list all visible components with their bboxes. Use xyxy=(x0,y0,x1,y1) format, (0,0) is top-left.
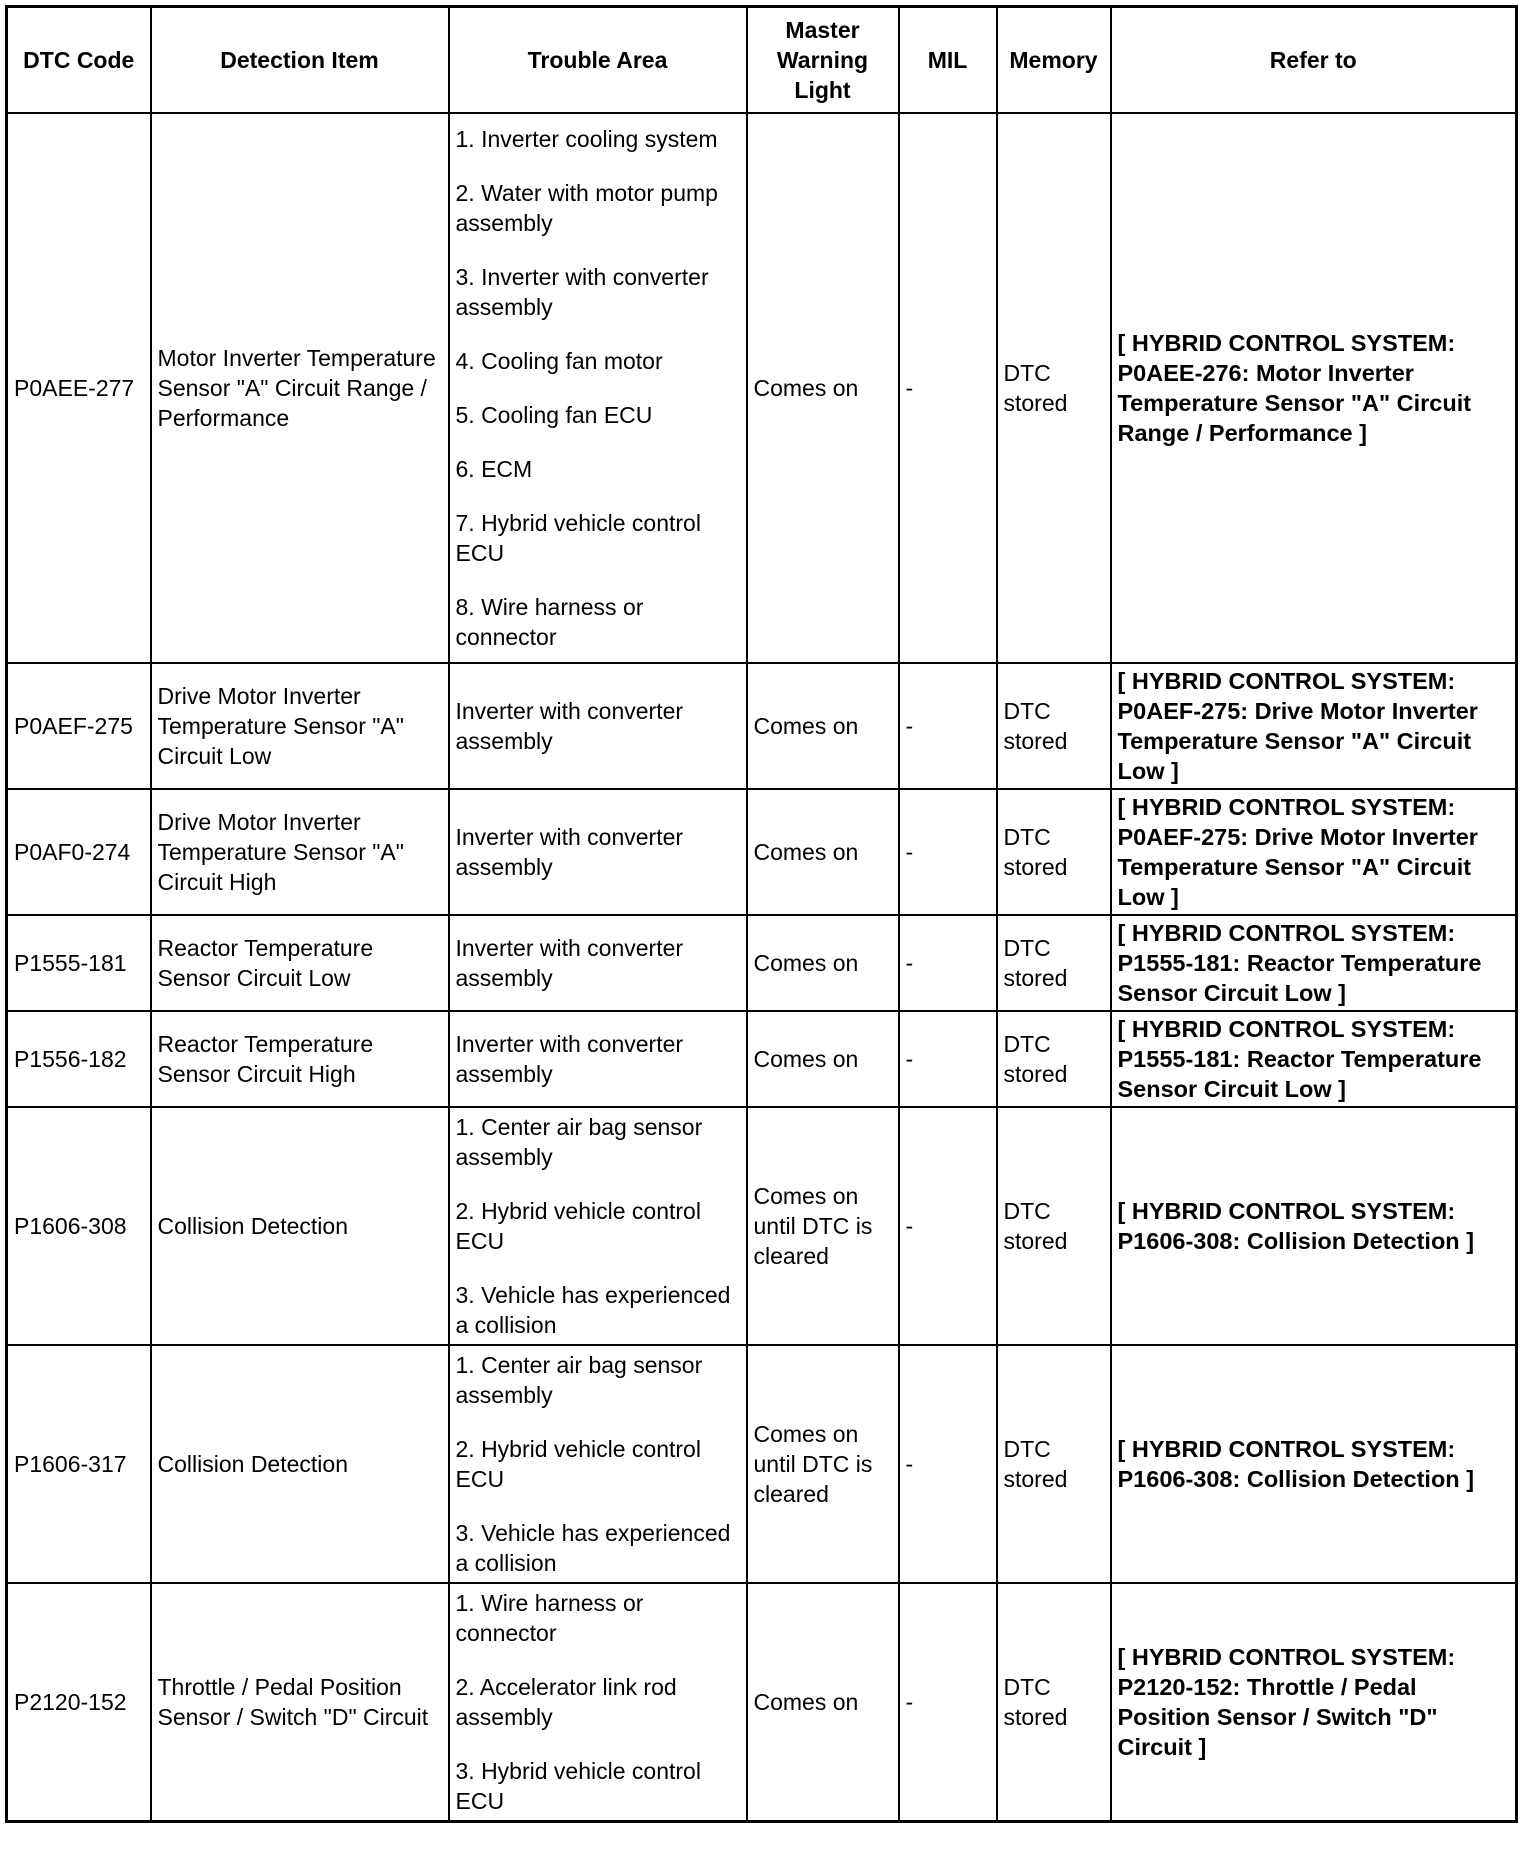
mil-cell: - xyxy=(899,663,997,789)
table-row xyxy=(7,663,1517,789)
detection-item-cell: Collision Detection xyxy=(151,1345,449,1583)
refer-to-cell: [ HYBRID CONTROL SYSTEM: P1555-181: Reactor Temperature Sensor Circuit Low ] xyxy=(1111,1011,1517,1107)
detection-item-cell: Throttle / Pedal Position Sensor / Switch "D" Circuit xyxy=(151,1583,449,1822)
header-master-warning-light: Master Warning Light xyxy=(747,7,899,114)
memory-cell: DTC stored xyxy=(997,663,1111,789)
header-row xyxy=(7,7,1517,114)
mil-cell: - xyxy=(899,789,997,915)
dtc-code-cell: P1606-308 xyxy=(7,1107,151,1345)
dtc-table xyxy=(5,5,1518,1823)
refer-to-cell: [ HYBRID CONTROL SYSTEM: P1606-308: Collision Detection ] xyxy=(1111,1107,1517,1345)
refer-to-cell: [ HYBRID CONTROL SYSTEM: P1555-181: Reactor Temperature Sensor Circuit Low ] xyxy=(1111,915,1517,1011)
table-row xyxy=(7,1011,1517,1107)
mil-cell: - xyxy=(899,915,997,1011)
memory-cell: DTC stored xyxy=(997,113,1111,663)
master-warning-light-cell: Comes on xyxy=(747,663,899,789)
trouble-area-item: 2. Water with motor pump assembly xyxy=(455,180,718,236)
master-warning-light-cell: Comes on until DTC is cleared xyxy=(747,1345,899,1583)
trouble-area-item: 2. Hybrid vehicle control ECU xyxy=(455,1436,701,1492)
trouble-area-item: 8. Wire harness or connector xyxy=(455,594,644,650)
memory-cell: DTC stored xyxy=(997,1011,1111,1107)
trouble-area-item: Inverter with converter assembly xyxy=(455,698,684,754)
trouble-area-item: 1. Center air bag sensor assembly xyxy=(455,1352,703,1408)
memory-cell: DTC stored xyxy=(997,1107,1111,1345)
table-row xyxy=(7,789,1517,915)
refer-to-cell: [ HYBRID CONTROL SYSTEM: P0AEF-275: Drive Motor Inverter Temperature Sensor "A" Circuit Low ] xyxy=(1111,663,1517,789)
trouble-area-item: Inverter with converter assembly xyxy=(455,824,684,880)
header-mil: MIL xyxy=(899,7,997,114)
refer-to-cell: [ HYBRID CONTROL SYSTEM: P0AEE-276: Motor Inverter Temperature Sensor "A" Circuit Range / Performance ] xyxy=(1111,113,1517,663)
master-warning-light-cell: Comes on xyxy=(747,789,899,915)
detection-item-cell: Reactor Temperature Sensor Circuit High xyxy=(151,1011,449,1107)
trouble-area-cell xyxy=(449,1107,747,1345)
dtc-code-cell: P1606-317 xyxy=(7,1345,151,1583)
detection-item-cell: Drive Motor Inverter Temperature Sensor "A" Circuit High xyxy=(151,789,449,915)
dtc-code-cell: P1556-182 xyxy=(7,1011,151,1107)
trouble-area-item: 6. ECM xyxy=(455,456,533,482)
master-warning-light-cell: Comes on xyxy=(747,1011,899,1107)
trouble-area-cell xyxy=(449,1011,747,1107)
dtc-code-cell: P1555-181 xyxy=(7,915,151,1011)
trouble-area-cell xyxy=(449,663,747,789)
trouble-area-item: 1. Center air bag sensor assembly xyxy=(455,1114,703,1170)
detection-item-cell: Reactor Temperature Sensor Circuit Low xyxy=(151,915,449,1011)
mil-cell: - xyxy=(899,1345,997,1583)
trouble-area-cell xyxy=(449,915,747,1011)
trouble-area-item: Inverter with converter assembly xyxy=(455,1031,684,1087)
header-refer-to: Refer to xyxy=(1111,7,1517,114)
table-body xyxy=(7,113,1517,1822)
table-row xyxy=(7,1345,1517,1583)
trouble-area-item: 3. Hybrid vehicle control ECU xyxy=(455,1758,701,1814)
trouble-area-item: 1. Inverter cooling system xyxy=(455,126,718,152)
master-warning-light-cell: Comes on until DTC is cleared xyxy=(747,1107,899,1345)
header-detection-item: Detection Item xyxy=(151,7,449,114)
table-header xyxy=(7,7,1517,114)
refer-to-cell: [ HYBRID CONTROL SYSTEM: P2120-152: Throttle / Pedal Position Sensor / Switch "D" Circuit ] xyxy=(1111,1583,1517,1822)
trouble-area-item: 3. Inverter with converter assembly xyxy=(455,264,709,320)
trouble-area-item: 7. Hybrid vehicle control ECU xyxy=(455,510,701,566)
header-memory: Memory xyxy=(997,7,1111,114)
header-trouble-area: Trouble Area xyxy=(449,7,747,114)
detection-item-cell: Motor Inverter Temperature Sensor "A" Circuit Range / Performance xyxy=(151,113,449,663)
refer-to-cell: [ HYBRID CONTROL SYSTEM: P1606-308: Collision Detection ] xyxy=(1111,1345,1517,1583)
mil-cell: - xyxy=(899,1107,997,1345)
detection-item-cell: Collision Detection xyxy=(151,1107,449,1345)
mil-cell: - xyxy=(899,1583,997,1822)
memory-cell: DTC stored xyxy=(997,1583,1111,1822)
trouble-area-item: 4. Cooling fan motor xyxy=(455,348,663,374)
table-row xyxy=(7,1583,1517,1822)
trouble-area-cell xyxy=(449,113,747,663)
trouble-area-item: 3. Vehicle has experienced a collision xyxy=(455,1520,731,1576)
memory-cell: DTC stored xyxy=(997,789,1111,915)
mil-cell: - xyxy=(899,1011,997,1107)
master-warning-light-cell: Comes on xyxy=(747,113,899,663)
dtc-code-cell: P2120-152 xyxy=(7,1583,151,1822)
memory-cell: DTC stored xyxy=(997,1345,1111,1583)
trouble-area-cell xyxy=(449,1583,747,1822)
trouble-area-cell xyxy=(449,789,747,915)
table-row xyxy=(7,1107,1517,1345)
dtc-code-cell: P0AEE-277 xyxy=(7,113,151,663)
mil-cell: - xyxy=(899,113,997,663)
detection-item-cell: Drive Motor Inverter Temperature Sensor "A" Circuit Low xyxy=(151,663,449,789)
header-dtc-code: DTC Code xyxy=(7,7,151,114)
master-warning-light-cell: Comes on xyxy=(747,1583,899,1822)
dtc-code-cell: P0AEF-275 xyxy=(7,663,151,789)
trouble-area-item: 2. Accelerator link rod assembly xyxy=(455,1674,677,1730)
dtc-code-cell: P0AF0-274 xyxy=(7,789,151,915)
trouble-area-item: 3. Vehicle has experienced a collision xyxy=(455,1282,731,1338)
trouble-area-item: 2. Hybrid vehicle control ECU xyxy=(455,1198,701,1254)
dtc-table-container xyxy=(5,5,1515,1823)
memory-cell: DTC stored xyxy=(997,915,1111,1011)
master-warning-light-cell: Comes on xyxy=(747,915,899,1011)
table-row xyxy=(7,113,1517,663)
trouble-area-item: 1. Wire harness or connector xyxy=(455,1590,644,1646)
refer-to-cell: [ HYBRID CONTROL SYSTEM: P0AEF-275: Drive Motor Inverter Temperature Sensor "A" Circuit Low ] xyxy=(1111,789,1517,915)
trouble-area-cell xyxy=(449,1345,747,1583)
table-row xyxy=(7,915,1517,1011)
trouble-area-item: 5. Cooling fan ECU xyxy=(455,402,653,428)
trouble-area-item: Inverter with converter assembly xyxy=(455,935,684,991)
